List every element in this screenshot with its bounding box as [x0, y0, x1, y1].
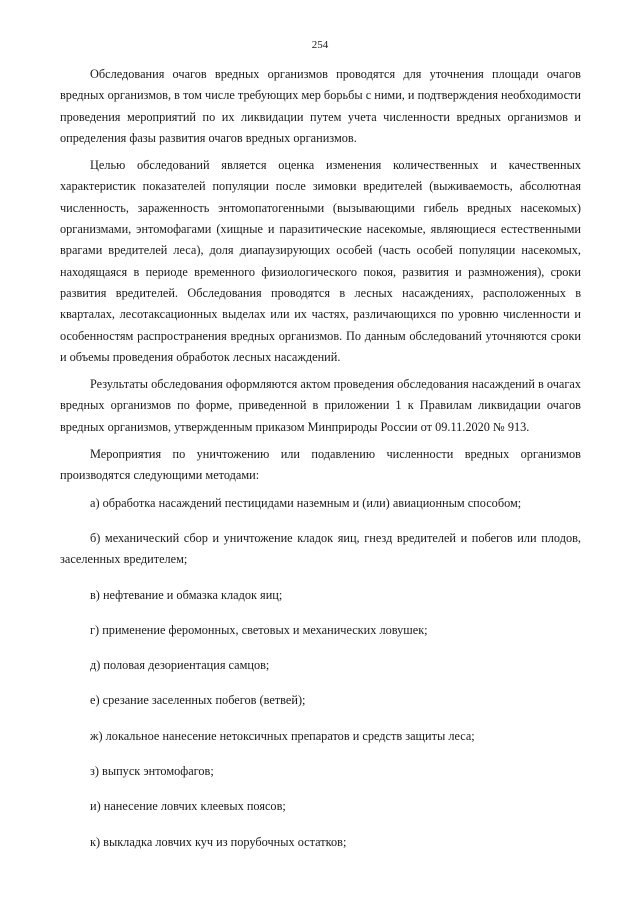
- list-item: а) обработка насаждений пестицидами наземным и (или) авиационным способом;: [90, 495, 522, 510]
- list-item: в) нефтевание и обмазка кладок яиц;: [90, 587, 283, 602]
- list-item: ж) локальное нанесение нетоксичных препаратов и средств защиты леса;: [90, 728, 475, 743]
- list-item: к) выкладка ловчих куч из порубочных остатков;: [90, 834, 347, 849]
- paragraph-surveys-purpose: Обследования очагов вредных организмов проводятся для уточнения площади очагов вредных организмов, в том числе требующих мер борьбы с ними, и подтверждения необходимости проведения мероприятий по их ликвидации путем учета численности вредных организмов и определения фазы развития очагов вредных организмов.: [60, 67, 581, 145]
- paragraph-methods-intro: Мероприятия по уничтожению или подавлению численности вредных организмов производятся следующими методами:: [60, 447, 581, 483]
- page-number: 254: [311, 39, 329, 51]
- paragraph-survey-results: Результаты обследования оформляются актом проведения обследования насаждений в очагах вредных организмов по форме, приведенной в приложении 1 к Правилам ликвидации очагов вредных организмов, утвержденным приказом Минприроды России от 09.11.2020 № 913.: [60, 377, 581, 434]
- list-item: г) применение феромонных, световых и механических ловушек;: [90, 622, 428, 637]
- document-body: [60, 64, 581, 853]
- paragraph-surveys-goal: Целью обследований является оценка изменения количественных и качественных характеристик показателей популяции после зимовки вредителей (выживаемость, абсолютная численность, зараженность энтомопатогенными (вызывающими гибель вредных насекомых) организмами, энтомофагами (хищные и паразитические насекомые, являющиеся естественными врагами вредителей леса), доля диапаузирующих особей (часть особей популяции насекомых, находящаяся в периоде временного физиологического покоя, развития и размножения), сроки развития вредителей. Обследования проводятся в лесных насаждениях, расположенных в кварталах, лесотаксационных выделах или их частях, различающихся по уровню численности и особенностям распространения вредных организмов. По данным обследований уточняются сроки и объемы проведения обработок лесных насаждений.: [60, 158, 581, 364]
- list-item: д) половая дезориентация самцов;: [90, 658, 270, 673]
- list-item: б) механический сбор и уничтожение кладок яиц, гнезд вредителей и побегов или плодов, заселенных вредителем;: [60, 530, 581, 567]
- list-item: е) срезание заселенных побегов (ветвей);: [90, 693, 306, 708]
- list-item: з) выпуск энтомофагов;: [90, 764, 214, 779]
- list-item: и) нанесение ловчих клеевых поясов;: [90, 799, 286, 814]
- methods-list: [60, 493, 581, 853]
